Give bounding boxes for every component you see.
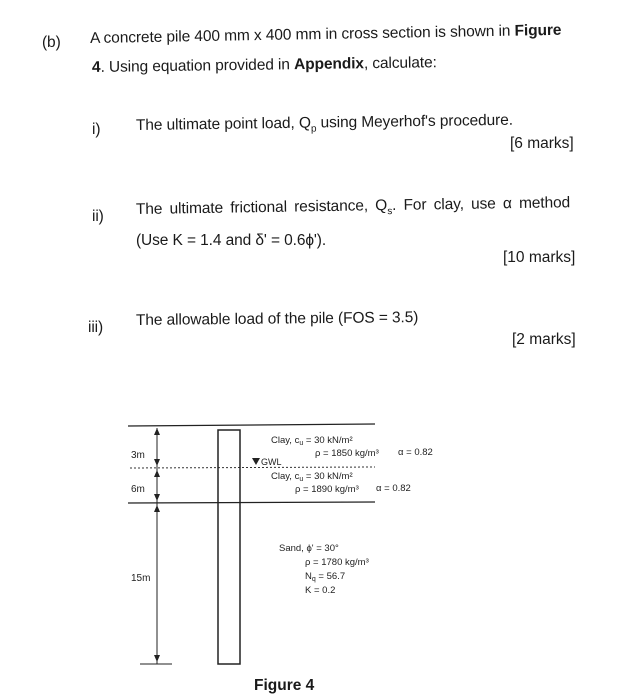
arrow-down-icon — [154, 494, 160, 501]
part-text: The ultimate frictional resistance, Q — [135, 197, 388, 218]
layer-boundary-line — [128, 502, 375, 503]
arrow-down-icon — [154, 459, 160, 466]
figure-ref: Figure — [514, 21, 562, 40]
depth-label-3m: 3m — [131, 450, 145, 461]
part-iii-number: iii) — [88, 319, 104, 336]
arrow-up-icon — [154, 428, 160, 435]
part-i-number: i) — [92, 121, 101, 138]
subscript: s — [387, 206, 393, 218]
depth-label-15m: 15m — [131, 573, 151, 584]
layer1-rho: ρ = 1850 kg/m³ — [315, 448, 379, 459]
part-text: using Meyerhof's procedure. — [316, 111, 514, 132]
part-text: The ultimate point load, Q — [135, 114, 311, 134]
intro-text: . Using equation provided in — [100, 56, 295, 76]
layer3-nq: $N_q = 56.7$ — [305, 571, 346, 583]
part-ii-line2: (Use K = 1.4 and δ' = 0.6ϕ'). — [136, 232, 327, 249]
gwl-label: GWL — [261, 457, 282, 467]
intro-text: , calculate: — [363, 54, 437, 73]
layer2-alpha: α = 0.82 — [376, 483, 411, 494]
arrow-up-icon — [154, 505, 160, 512]
gwl-triangle-icon — [252, 458, 260, 465]
layer2-rho: ρ = 1890 kg/m³ — [295, 484, 359, 495]
intro-text: A concrete pile 400 mm x 400 mm in cross section is shown in — [89, 22, 515, 47]
figure-number: 4 — [91, 58, 101, 76]
gwl-line — [130, 467, 375, 468]
question-label: (b) — [42, 34, 61, 51]
depth-label-6m: 6m — [131, 484, 145, 495]
part-iii-marks: [2 marks] — [512, 331, 576, 348]
layer2-cu: Clay, $c_u = 30$ kN/m² — [271, 471, 353, 483]
part-ii-marks: [10 marks] — [503, 249, 576, 266]
layer1-alpha: α = 0.82 — [398, 447, 433, 458]
part-i-marks: [6 marks] — [510, 135, 574, 152]
layer3-k: K = 0.2 — [305, 585, 336, 596]
arrow-down-icon — [154, 655, 160, 662]
layer3-phi: Sand, ϕ' = 30° — [279, 543, 339, 554]
part-text: . For clay, use α method — [391, 194, 571, 214]
subscript: p — [310, 123, 317, 135]
layer3-rho: ρ = 1780 kg/m³ — [305, 557, 369, 568]
ground-line — [128, 424, 375, 426]
part-iii-text: The allowable load of the pile (FOS = 3.5) — [135, 309, 419, 329]
part-ii-number: ii) — [92, 208, 104, 225]
arrow-up-icon — [154, 470, 160, 477]
appendix-ref: Appendix — [293, 55, 365, 74]
pile — [218, 430, 240, 664]
layer1-cu: Clay, $c_u = 30$ kN/m² — [271, 435, 353, 447]
figure-caption: Figure 4 — [254, 677, 315, 694]
